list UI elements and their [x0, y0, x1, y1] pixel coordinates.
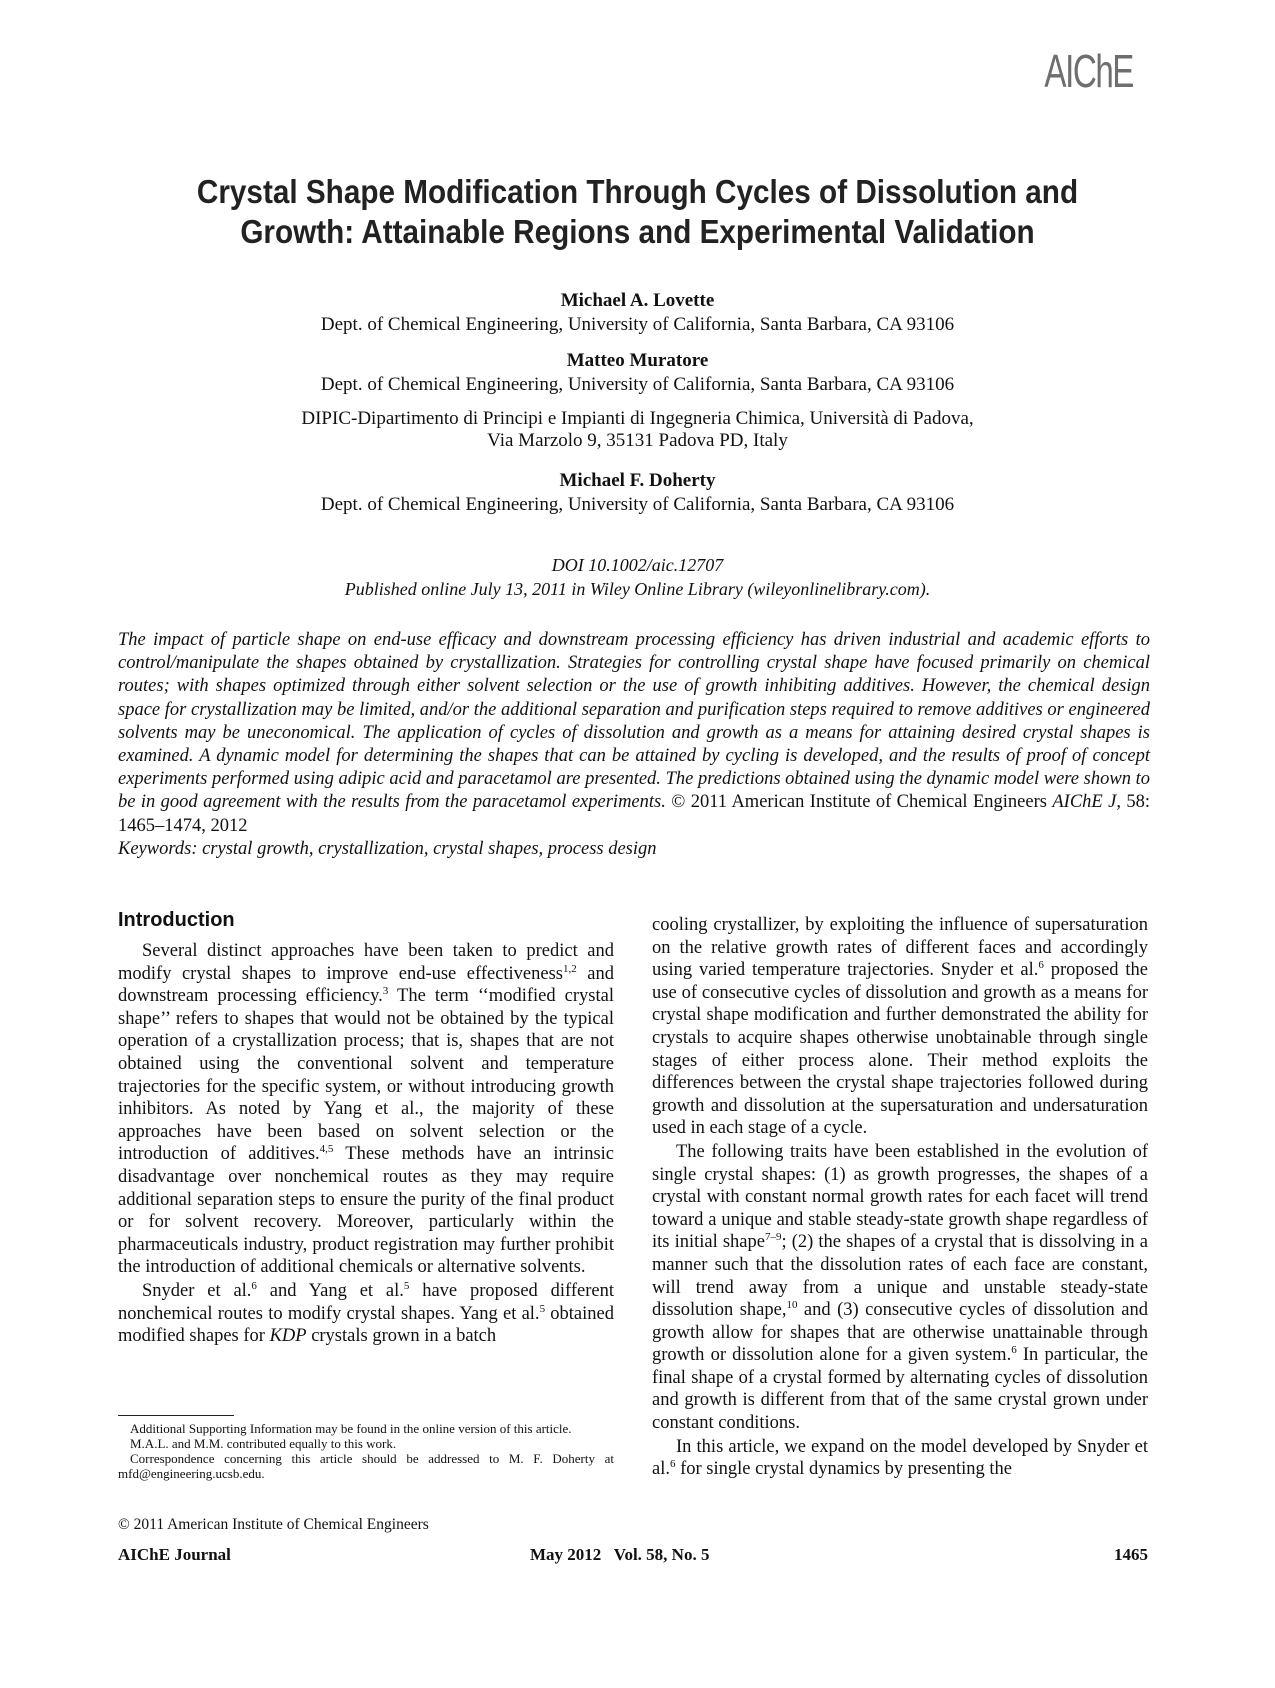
author-block — [200, 288, 1075, 528]
citation-superscript: 7–9 — [764, 1231, 782, 1244]
text-run: and downstream processing efficiency. — [118, 963, 614, 1007]
doi: DOI 10.1002/aic.12707 — [551, 555, 724, 575]
text-run: Snyder et al. — [142, 1280, 252, 1301]
citation-superscript: 10 — [786, 1299, 798, 1312]
text-run: and (3) consecutive cycles of dissolution and growth allow for shapes that are otherwise unattainable through growth or dissolution alone for a given system. — [652, 1300, 1148, 1366]
footnote: Correspondence concerning this article should be addressed to M. F. Doherty at mfd@engineering.ucsb.edu. — [118, 1451, 614, 1481]
citation-superscript: 4,5 — [319, 1143, 334, 1156]
footer-journal: AIChE Journal — [118, 1545, 231, 1564]
abstract-copyright: © 2011 American Institute of Chemical Engineers — [671, 792, 1047, 813]
text-run: ; (2) the shapes of a crystal that is dissolving in a manner such that the dissolution rates of each face are constant, will trend away from a unique and unstable steady-state dissolution shape, — [652, 1232, 1148, 1321]
paragraph — [652, 1436, 1148, 1481]
right-column — [652, 914, 1148, 1481]
text-run: have proposed different nonchemical routes to modify crystal shapes. Yang et al. — [118, 1280, 614, 1324]
doi-block — [200, 553, 1075, 601]
publication-note: Published online July 13, 2011 in Wiley Online Library (wileyonlinelibrary.com). — [344, 579, 931, 599]
paragraph — [118, 940, 614, 1279]
paragraph — [652, 914, 1148, 1140]
citation-superscript: 6 — [669, 1458, 676, 1471]
text-run: The term ‘‘modified crystal shape’’ refers to shapes that would not be obtained by the typical operation of a crystallization process; that is, shapes that are not obtained using the conventional solvent and temperature trajectories for the specific system, or without introducing growth inhibitors. As noted by Yang et al., the majority of these approaches have been based on solvent selection or the introduction of additives. — [118, 986, 614, 1165]
citation-superscript: 5 — [539, 1302, 546, 1315]
text-run: and Yang et al. — [256, 1280, 404, 1301]
footer-issue: May 2012 Vol. 58, No. 5 — [530, 1545, 710, 1564]
text-run: The following traits have been established in the evolution of single crystal shapes: (1) as growth progresses, the shapes of a crystal with constant normal growth rates for each facet will trend toward a unique and stable steady-state growth shape regardless of its initial shape — [652, 1141, 1148, 1253]
paragraph — [652, 1141, 1148, 1435]
author-affiliation: Dept. of Chemical Engineering, University of California, Santa Barbara, CA 93106 — [320, 314, 955, 335]
text-run: proposed the use of consecutive cycles of dissolution and growth as a means for crystal shape modification and further demonstrated the ability for crystals to acquire shapes otherwise unobtainable through single stages of either process alone. Their method exploits the differences between the crystal shape trajectories followed during growth and dissolution at the supersaturation and undersaturation used in each stage of a cycle. — [652, 960, 1148, 1139]
text-run: cooling crystallizer, by exploiting the influence of supersaturation on the relative growth rates of different faces and accordingly using varied temperature trajectories. Snyder et al. — [652, 915, 1148, 981]
citation-superscript: 1,2 — [563, 962, 577, 975]
copyright-notice: © 2011 American Institute of Chemical Engineers — [118, 1516, 429, 1533]
footnote-rule — [118, 1415, 234, 1416]
author-affiliation: DIPIC-Dipartimento di Principi e Impianti di Ingegneria Chimica, Università di Padova, Via Marzolo 9, 35131 Padova PD, Italy — [301, 408, 974, 451]
text-run: In this article, we expand on the model developed by Snyder et al. — [652, 1436, 1148, 1480]
author-affiliation: Dept. of Chemical Engineering, University of California, Santa Barbara, CA 93106 — [320, 494, 955, 515]
page-number: 1465 — [1114, 1545, 1148, 1564]
citation-superscript: 6 — [251, 1279, 257, 1292]
section-heading: Introduction — [118, 909, 235, 931]
author-name: Michael A. Lovette — [560, 290, 715, 311]
text-run: Several distinct approaches have been taken to predict and modify crystal shapes to improve end-use effectiveness — [118, 941, 614, 984]
text-run: In particular, the final shape of a crystal formed by alternating cycles of dissolution and growth is different from that of the same crystal grown under constant conditions. — [652, 1345, 1148, 1434]
journal-logo: AIChE — [1044, 45, 1133, 97]
citation-superscript: 5 — [403, 1279, 410, 1292]
text-run: for single crystal dynamics by presenting the — [675, 1459, 1012, 1480]
citation: , 58: 1465–1474, 2012 — [118, 792, 1151, 836]
author-affiliation: Dept. of Chemical Engineering, University of California, Santa Barbara, CA 93106 — [320, 374, 955, 395]
footnotes — [118, 1415, 614, 1481]
text-run: crystals grown in a batch — [306, 1326, 497, 1347]
abstract — [118, 629, 1150, 861]
abstract-text: The impact of particle shape on end-use efficacy and downstream processing efficiency has driven industrial and academic efforts to control/manipulate the shapes obtained by crystallization. Strategies for controlling crystal shape have focused primarily on chemical routes; with shapes optimized through either solvent selection or the use of growth inhibiting additives. However, the chemical design space for crystallization may be limited, and/or the additional separation and purification steps required to remove additives or engineered solvents may be uneconomical. The application of cycles of dissolution and growth as a means for attaining desired crystal shapes is examined. A dynamic model for determining the shapes that can be attained by cycling is developed, and the results of proof of concept experiments performed using adipic acid and paracetamol are presented. The predictions obtained using the dynamic model were shown to be in good agreement with the results from the paracetamol experiments. — [118, 630, 1150, 813]
article-title — [190, 172, 1086, 252]
title-line-2: Growth: Attainable Regions and Experimental Validation — [240, 213, 1035, 250]
left-column — [118, 908, 614, 1348]
journal-abbreviation: AIChE J — [1052, 792, 1117, 813]
italic-term: KDP — [269, 1326, 307, 1347]
author-name: Matteo Muratore — [566, 350, 709, 371]
citation-superscript: 6 — [1011, 1344, 1017, 1357]
title-line-1: Crystal Shape Modification Through Cycles of Dissolution and — [196, 173, 1079, 210]
text-run: These methods have an intrinsic disadvantage over nonchemical routes as they may require additional separation steps to ensure the purity of the final product or for solvent recovery. Moreover, particularly within the pharmaceuticals industry, product registration may further prohibit the introduction of additional chemicals or alternative solvents. — [118, 1144, 614, 1278]
author-name: Michael F. Doherty — [559, 470, 716, 491]
citation-superscript: 3 — [382, 985, 389, 998]
text-run: obtained modified shapes for — [118, 1303, 614, 1347]
keywords: Keywords: crystal growth, crystallization, crystal shapes, process design — [118, 838, 657, 859]
paragraph — [118, 1280, 614, 1348]
citation-superscript: 6 — [1038, 959, 1044, 972]
footnote: M.A.L. and M.M. contributed equally to this work. — [130, 1436, 397, 1451]
footnote: Additional Supporting Information may be found in the online version of this article. — [130, 1421, 572, 1436]
